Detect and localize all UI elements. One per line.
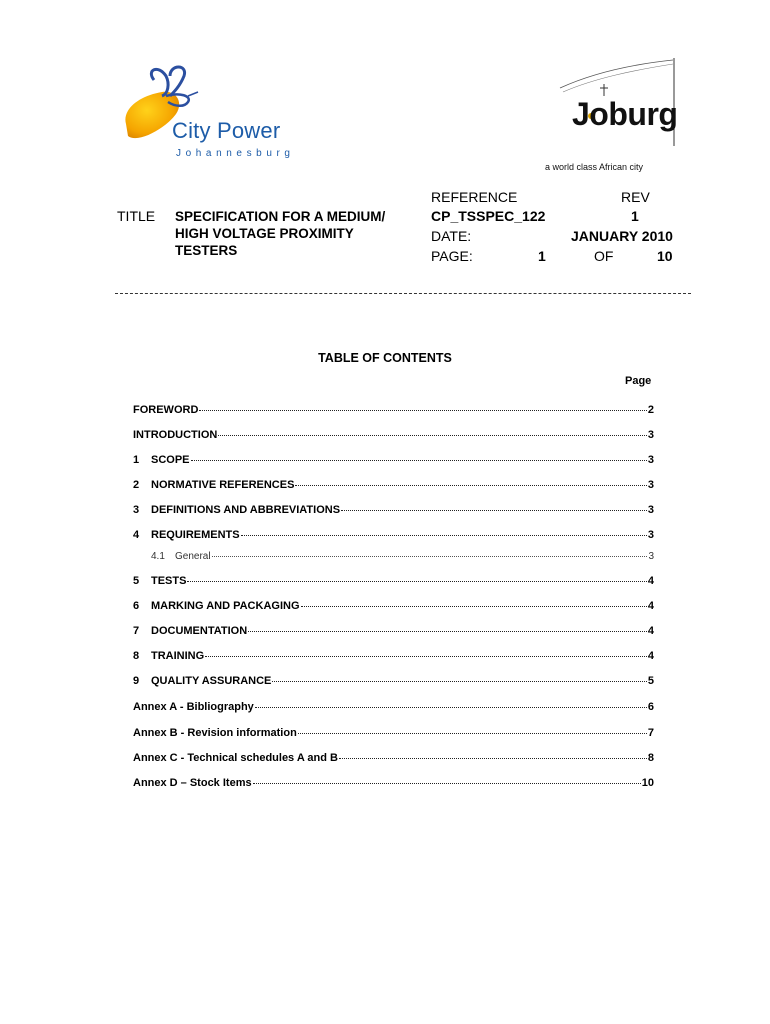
toc-leader-dots: [205, 645, 647, 657]
toc-leader-dots: [301, 595, 647, 607]
city-power-name: City Power: [172, 118, 281, 143]
toc-entry-number: 5: [133, 575, 140, 587]
toc-entry[interactable]: [133, 451, 654, 465]
toc-entry-label: FOREWORD: [133, 404, 199, 416]
toc-entry-page: 6: [647, 701, 654, 713]
document-title-line-2: HIGH VOLTAGE PROXIMITY: [175, 226, 354, 241]
toc-entry[interactable]: [133, 672, 654, 686]
toc-entry-page: 3: [647, 479, 654, 491]
toc-entry[interactable]: [133, 774, 654, 788]
page-value: 1: [538, 248, 546, 264]
toc-title: TABLE OF CONTENTS: [318, 351, 452, 365]
toc-leader-dots: [253, 772, 641, 784]
toc-entry[interactable]: [133, 647, 654, 661]
toc-entry-number: 4: [133, 529, 140, 541]
toc-entry-page: 4: [647, 650, 654, 662]
toc-entry-label: DOCUMENTATION: [151, 625, 248, 637]
toc-entry-page: 3: [647, 529, 654, 541]
toc-entry-page: 4: [647, 625, 654, 637]
toc-entry-page: 10: [641, 777, 654, 789]
toc-leader-dots: [191, 449, 647, 461]
toc-entry-label: TESTS: [151, 575, 187, 587]
toc-entry-label: SCOPE: [151, 454, 190, 466]
toc-entry[interactable]: [133, 597, 654, 611]
document-title-line-3: TESTERS: [175, 243, 238, 258]
city-power-logo: [118, 62, 308, 162]
toc-entry[interactable]: [133, 572, 654, 586]
toc-entry-label: Annex B - Revision information: [133, 727, 297, 739]
toc-entry[interactable]: [133, 749, 654, 763]
toc-entry-page: 7: [647, 727, 654, 739]
toc-entry[interactable]: [133, 476, 654, 490]
toc-entry[interactable]: [133, 724, 654, 738]
toc-entry[interactable]: [133, 526, 654, 540]
rev-value: 1: [631, 208, 639, 224]
toc-entry-label: DEFINITIONS AND ABBREVIATIONS: [151, 504, 341, 516]
toc-entry-label: REQUIREMENTS: [151, 529, 240, 541]
toc-entry-page: 3: [648, 551, 654, 562]
toc-leader-dots: [199, 399, 646, 411]
toc-entry-label: General: [175, 551, 211, 562]
toc-entry-label: Annex D – Stock Items: [133, 777, 252, 789]
toc-leader-dots: [241, 524, 647, 536]
page-label: PAGE:: [431, 248, 473, 264]
toc-leader-dots: [255, 696, 647, 708]
title-label: TITLE: [117, 208, 156, 224]
of-label: OF: [594, 248, 614, 264]
toc-entry[interactable]: [133, 426, 654, 440]
toc-entry-label: Annex C - Technical schedules A and B: [133, 752, 338, 764]
header-divider: [115, 293, 691, 294]
city-power-subtitle: Johannesburg: [176, 148, 295, 159]
toc-entry-page: 3: [647, 454, 654, 466]
toc-entry-label: QUALITY ASSURANCE: [151, 675, 272, 687]
toc-entry-page: 3: [647, 429, 654, 441]
joburg-name: Joburg: [572, 96, 678, 132]
reference-value: CP_TSSPEC_122: [431, 208, 546, 224]
toc-page-header: Page: [625, 375, 652, 387]
toc-entry-label: MARKING AND PACKAGING: [151, 600, 300, 612]
toc-entry-page: 8: [647, 752, 654, 764]
toc-entry-label: NORMATIVE REFERENCES: [151, 479, 295, 491]
joburg-tagline: a world class African city: [545, 162, 644, 172]
toc-leader-dots: [212, 545, 648, 557]
of-value: 10: [657, 248, 673, 264]
toc-entry-page: 5: [647, 675, 654, 687]
toc-leader-dots: [248, 620, 647, 632]
toc-entry[interactable]: [151, 547, 654, 561]
toc-entry-page: 4: [647, 600, 654, 612]
toc-leader-dots: [187, 570, 646, 582]
toc-entry-number: 1: [133, 454, 140, 466]
toc-leader-dots: [272, 670, 646, 682]
toc-entry-number: 3: [133, 504, 140, 516]
toc-entry-label: Annex A - Bibliography: [133, 701, 254, 713]
toc-entry-label: TRAINING: [151, 650, 205, 662]
document-title-line-1: SPECIFICATION FOR A MEDIUM/: [175, 209, 386, 224]
date-label: DATE:: [431, 228, 472, 244]
toc-leader-dots: [218, 424, 647, 436]
date-value: JANUARY 2010: [571, 228, 673, 244]
toc-leader-dots: [298, 722, 647, 734]
toc-entry-page: 4: [647, 575, 654, 587]
toc-entry[interactable]: [133, 501, 654, 515]
toc-entry[interactable]: [133, 622, 654, 636]
toc-leader-dots: [295, 474, 646, 486]
toc-entry-page: 3: [647, 504, 654, 516]
toc-entry-number: 6: [133, 600, 140, 612]
toc-entry-number: 8: [133, 650, 140, 662]
toc-entry-number: 2: [133, 479, 140, 491]
toc-leader-dots: [339, 747, 647, 759]
toc-entry-number: 4.1: [151, 551, 165, 562]
toc-entry-label: INTRODUCTION: [133, 429, 218, 441]
reference-label: REFERENCE: [431, 189, 518, 205]
toc-entry-page: 2: [647, 404, 654, 416]
toc-entry-number: 9: [133, 675, 140, 687]
toc-leader-dots: [341, 499, 647, 511]
toc-entry[interactable]: [133, 698, 654, 712]
toc-entry-number: 7: [133, 625, 140, 637]
toc-entry[interactable]: [133, 401, 654, 415]
rev-label: REV: [621, 189, 650, 205]
